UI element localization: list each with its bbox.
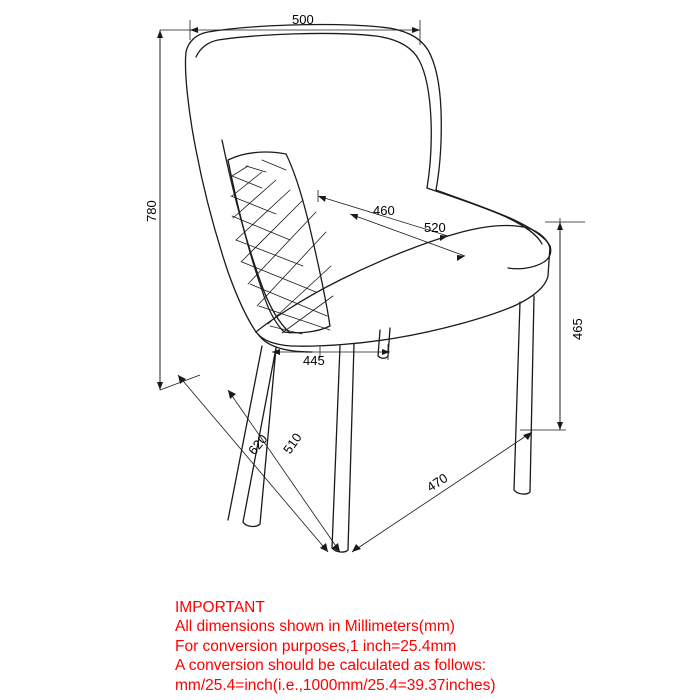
front-right-leg [332, 344, 354, 552]
seat-front-edge [256, 246, 550, 346]
backrest-left-edge [185, 52, 256, 332]
arrow-520-right [457, 255, 465, 261]
dimension-label-460: 460 [373, 203, 395, 218]
notes-heading: IMPORTANT [175, 599, 265, 616]
dimension-label-780: 780 [144, 200, 159, 222]
quilt-diamond-lines [231, 160, 333, 334]
arrow-520-left [350, 214, 358, 220]
right-arm-front [508, 246, 551, 269]
dimension-lines [157, 20, 585, 552]
arrow-460-left [318, 196, 326, 202]
arrow-460-right [440, 235, 448, 241]
notes-line-2: For conversion purposes,1 inch=25.4mm [175, 637, 457, 655]
notes-line-1: All dimensions shown in Millimeters(mm) [175, 618, 455, 636]
arrow-510-top [228, 390, 236, 399]
arrow-500-left [190, 27, 198, 33]
dimline-510 [228, 390, 340, 552]
rear-right-leg [514, 296, 534, 494]
seat-side-thickness [258, 334, 312, 352]
arrow-465-bottom [557, 422, 563, 430]
dimension-label-620: 620 [245, 431, 271, 458]
arrow-465-top [557, 222, 563, 230]
dimension-label-520: 520 [424, 220, 446, 235]
important-notes [175, 598, 595, 695]
dimension-label-470: 470 [424, 470, 451, 495]
dimension-label-500: 500 [292, 12, 314, 27]
dimension-label-510: 510 [280, 430, 305, 457]
arrow-500-right [412, 27, 420, 33]
arrow-470-left [352, 544, 361, 552]
backrest-outline-top [186, 25, 441, 190]
dimension-label-465: 465 [570, 318, 585, 340]
right-arm-top [436, 190, 550, 246]
dimline-620 [178, 375, 328, 552]
backrest-inner-top [196, 33, 431, 188]
dimline-470 [352, 432, 532, 552]
arrow-780-top [157, 30, 163, 38]
front-left-leg [228, 346, 276, 526]
notes-line-4: mm/25.4=inch(i.e.,1000mm/25.4=39.37inches) [175, 676, 496, 694]
dimension-label-445: 445 [303, 353, 325, 368]
notes-line-3: A conversion should be calculated as follows: [175, 657, 487, 675]
quilted-panel-outline [228, 152, 330, 333]
